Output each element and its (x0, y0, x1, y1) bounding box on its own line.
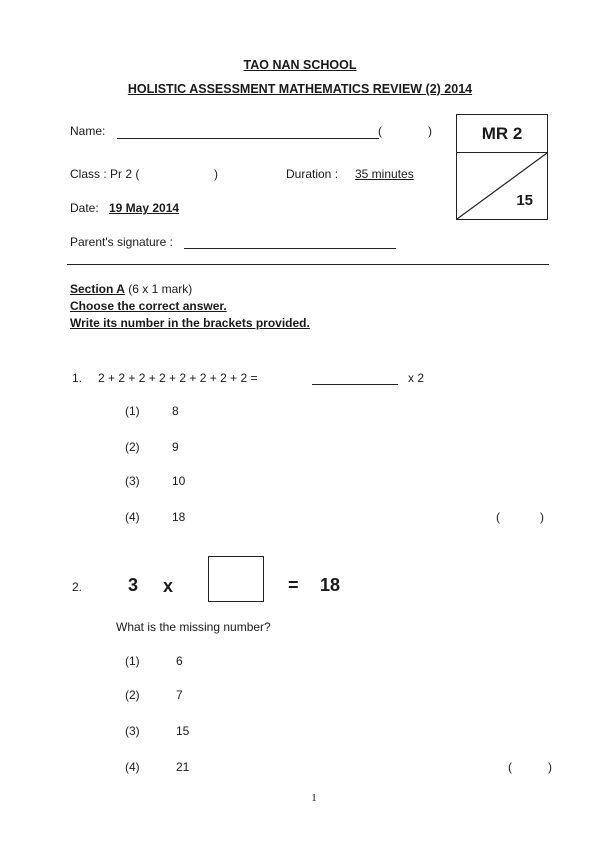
q1-option-1-val: 8 (172, 404, 179, 418)
page-number: 1 (311, 792, 317, 804)
q1-answer-line[interactable] (312, 384, 398, 385)
header-divider (67, 264, 549, 265)
q1-option-4-val: 18 (172, 510, 186, 524)
q2-option-3-num: (3) (125, 724, 140, 738)
class-label: Class : Pr 2 ( (70, 167, 140, 181)
q2-option-1-val: 6 (176, 654, 183, 668)
score-diagonal (457, 153, 547, 219)
score-total: 15 (516, 192, 533, 209)
section-heading (70, 282, 192, 296)
q1-suffix: x 2 (408, 371, 425, 385)
assessment-title: HOLISTIC ASSESSMENT MATHEMATICS REVIEW (2) 2014 (127, 82, 473, 96)
q2-equals: = (288, 575, 299, 595)
duration-label: Duration : (286, 167, 339, 181)
instruction-write: Write its number in the brackets provided. (70, 316, 310, 330)
q2-prompt: What is the missing number? (116, 620, 271, 634)
q2-number: 2. (72, 580, 83, 594)
q1-option-4-num: (4) (125, 510, 140, 524)
q1-answer-bracket-open[interactable]: ( (496, 510, 500, 524)
name-bracket-open: ( (378, 124, 382, 138)
signature-label: Parent's signature : (70, 235, 174, 249)
duration-value: 35 minutes (355, 167, 414, 181)
name-line[interactable] (117, 138, 379, 139)
q1-option-1-num: (1) (125, 404, 140, 418)
instruction-choose: Choose the correct answer. (70, 299, 227, 313)
q1-option-2-val: 9 (172, 440, 179, 454)
q2-rhs: 18 (320, 575, 341, 595)
section-marks: (6 x 1 mark) (128, 282, 193, 296)
signature-line[interactable] (184, 248, 396, 249)
class-close: ) (214, 167, 218, 181)
q1-number: 1. (72, 371, 83, 385)
q2-lhs: 3 (128, 575, 139, 595)
q2-option-2-val: 7 (176, 688, 183, 702)
name-bracket-close: ) (428, 124, 432, 138)
paper-code: MR 2 (457, 115, 547, 153)
section-title: Section A (70, 282, 125, 296)
q1-answer-bracket-close[interactable]: ) (540, 510, 544, 524)
q2-option-2-num: (2) (125, 688, 140, 702)
q2-answer-bracket-open[interactable]: ( (508, 760, 512, 774)
score-box (456, 114, 548, 220)
q1-option-2-num: (2) (125, 440, 140, 454)
q2-option-4-val: 21 (176, 760, 190, 774)
q1-option-3-val: 10 (172, 474, 186, 488)
q2-option-1-num: (1) (125, 654, 140, 668)
q2-missing-number-box[interactable] (208, 556, 264, 602)
q1-option-3-num: (3) (125, 474, 140, 488)
q2-answer-bracket-close[interactable]: ) (548, 760, 552, 774)
school-name: TAO NAN SCHOOL (243, 58, 357, 72)
date-value: 19 May 2014 (109, 201, 180, 215)
name-label: Name: (70, 124, 106, 138)
date-label: Date: (70, 201, 99, 215)
q1-text: 2 + 2 + 2 + 2 + 2 + 2 + 2 + 2 = (98, 371, 258, 385)
q2-option-4-num: (4) (125, 760, 140, 774)
q2-option-3-val: 15 (176, 724, 190, 738)
q2-operator: x (163, 576, 174, 596)
